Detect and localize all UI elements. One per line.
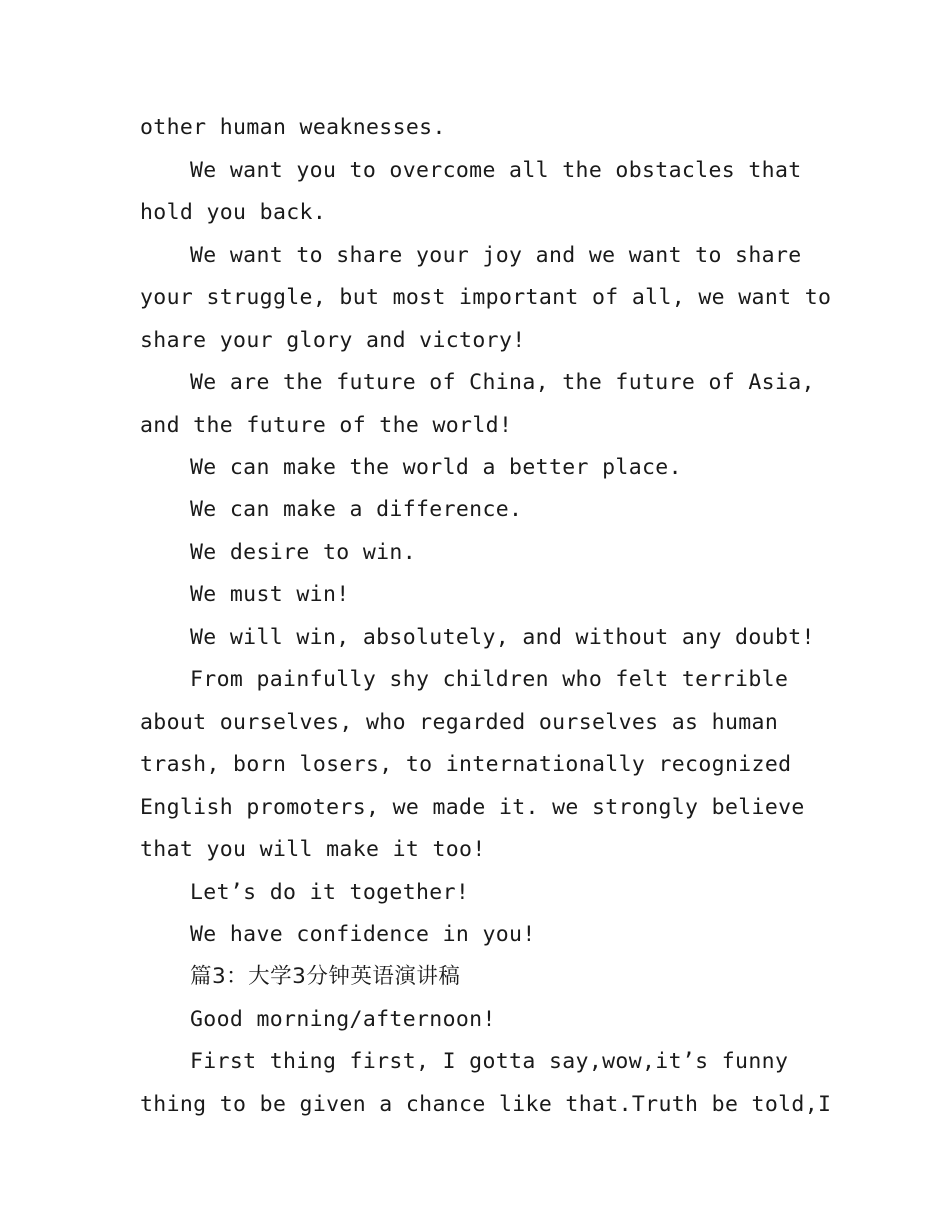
text-line: From painfully shy children who felt terrible [190, 667, 789, 692]
text-line: and the future of the world! [140, 413, 513, 438]
text-line: We can make the world a better place. [190, 455, 682, 480]
text-line: your struggle, but most important of all, we want to [140, 285, 832, 310]
text-line: We can make a difference. [190, 497, 523, 522]
text-line: English promoters, we made it. we strongly believe [140, 795, 805, 820]
text-line: share your glory and victory! [140, 328, 526, 353]
text-line: that you will make it too! [140, 837, 486, 862]
text-line: We desire to win. [190, 540, 416, 565]
text-line: We want to share your joy and we want to share [190, 243, 802, 268]
text-line: We are the future of China, the future of Asia, [190, 370, 815, 395]
text-line: about ourselves, who regarded ourselves as human [140, 710, 779, 735]
text-line: Good morning/afternoon! [190, 1007, 496, 1032]
text-line: We want you to overcome all the obstacles that [190, 158, 802, 183]
text-line: We must win! [190, 582, 350, 607]
section-heading: 篇3：大学3分钟英语演讲稿 [190, 964, 461, 989]
text-line: other human weaknesses. [140, 115, 446, 140]
text-line: trash, born losers, to internationally recognized [140, 752, 792, 777]
text-line: We will win, absolutely, and without any doubt! [190, 625, 815, 650]
text-line: hold you back. [140, 200, 327, 225]
text-line: First thing first, I gotta say,wow,it’s funny [190, 1049, 789, 1074]
text-line: Let’s do it together! [190, 880, 470, 905]
text-line: We have confidence in you! [190, 922, 536, 947]
text-line: thing to be given a chance like that.Truth be told,I [140, 1092, 832, 1117]
